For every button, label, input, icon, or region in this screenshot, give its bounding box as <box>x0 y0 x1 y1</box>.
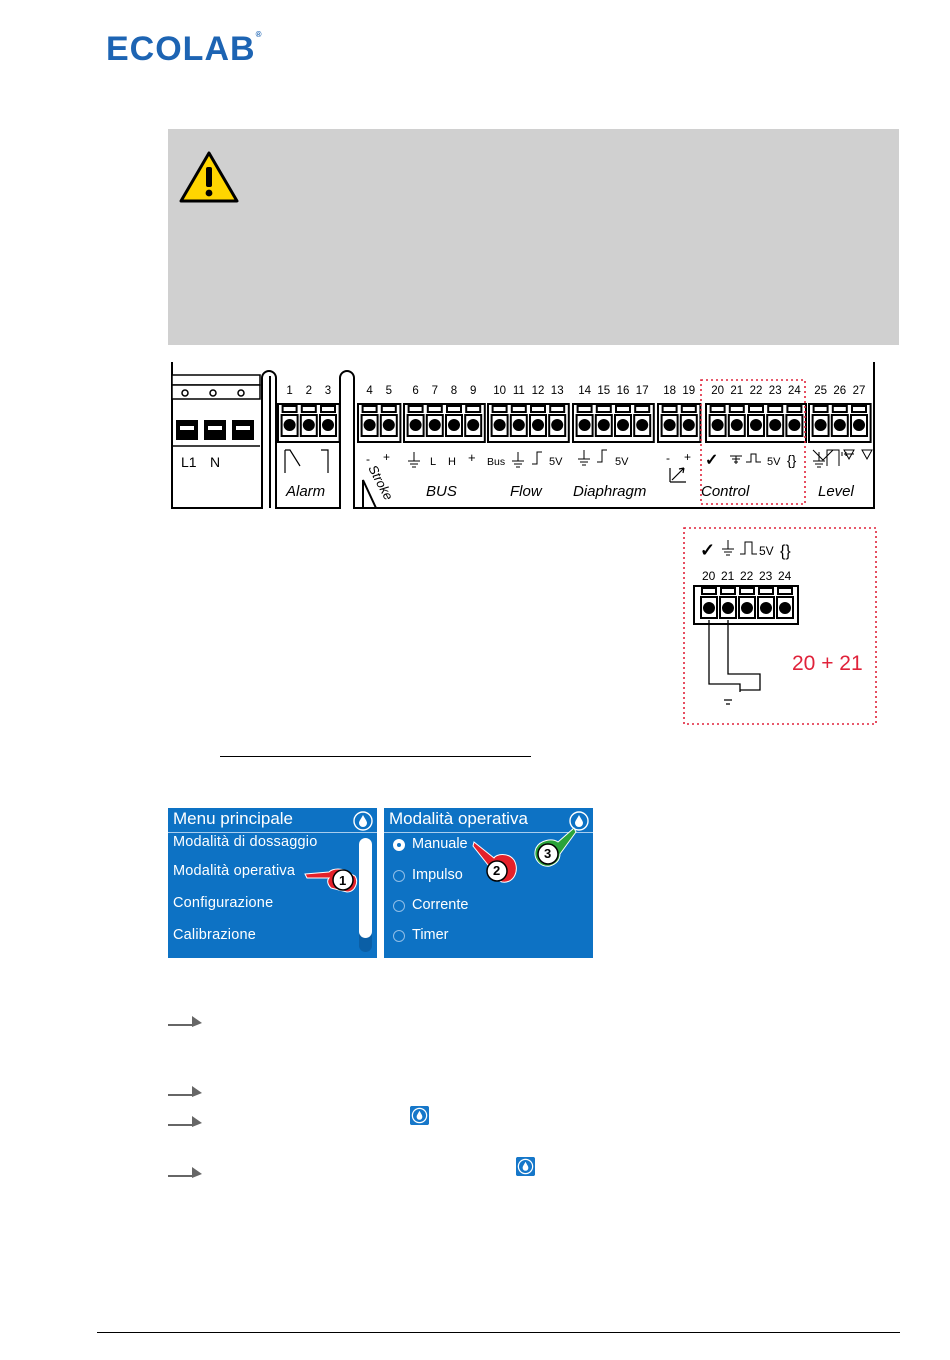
terminal-screw <box>780 603 790 613</box>
terminal-tab <box>428 406 442 412</box>
terminal-number: 11 <box>512 385 525 397</box>
terminal-screw <box>552 420 562 430</box>
terminal-screw <box>789 420 799 430</box>
terminal-screw <box>285 420 295 430</box>
terminal-screw <box>665 420 675 430</box>
terminal-number: 27 <box>852 385 866 397</box>
terminal-number: 6 <box>412 385 419 397</box>
screen-operating-mode <box>384 808 593 958</box>
label-n: N <box>210 454 221 470</box>
terminal-tab <box>409 406 423 412</box>
footer-rule <box>97 1332 900 1333</box>
terminal-tab <box>702 588 716 594</box>
home-drop-icon[interactable] <box>353 811 373 831</box>
terminal-screw <box>761 603 771 613</box>
terminal-screw <box>637 420 647 430</box>
underline-rule <box>220 756 531 757</box>
control-check: ✓ <box>705 452 719 469</box>
home-drop-icon <box>410 1106 429 1125</box>
terminal-number: 12 <box>531 385 545 397</box>
terminal-number: 19 <box>682 385 696 397</box>
terminal-number: 23 <box>768 385 782 397</box>
detail-num-24: 24 <box>778 569 792 583</box>
terminal-screw <box>713 420 723 430</box>
callout-1: 1 <box>339 873 347 888</box>
bus-h: H <box>448 456 456 468</box>
terminal-tab <box>512 406 526 412</box>
terminal-screw <box>723 603 733 613</box>
step-arrow-icon <box>168 1012 204 1028</box>
terminal-number: 22 <box>749 385 763 397</box>
option-pulse-label[interactable]: Impulso <box>412 867 463 883</box>
step-arrow-icon <box>168 1112 204 1128</box>
title-divider <box>168 832 377 833</box>
terminal-tab <box>493 406 507 412</box>
terminal-number: 18 <box>663 385 676 397</box>
terminal-tab <box>768 406 782 412</box>
terminal-screw <box>365 420 375 430</box>
option-manual-label[interactable]: Manuale <box>412 836 468 852</box>
terminal-number: 9 <box>469 385 477 397</box>
bus-plus: + <box>468 450 476 465</box>
terminal-tab <box>597 406 611 412</box>
terminal-screw <box>411 420 421 430</box>
home-drop-icon <box>516 1157 535 1176</box>
terminal-diagram <box>168 358 878 510</box>
screen-main-menu <box>168 808 377 958</box>
detail-braces: {} <box>780 543 791 560</box>
detail-check: ✓ <box>700 540 716 560</box>
terminal-screw <box>468 420 478 430</box>
terminal-tab <box>721 588 735 594</box>
terminal-number: 20 <box>711 385 724 397</box>
menu-item-configuration[interactable]: Configurazione <box>173 895 274 911</box>
label-control: Control <box>701 483 750 500</box>
diaphragm-5v: 5V <box>615 456 629 468</box>
label-alarm: Alarm <box>286 483 326 500</box>
terminal-screw <box>732 420 742 430</box>
terminal-screw <box>495 420 505 430</box>
terminal-tab <box>447 406 461 412</box>
label-stroke: Stroke <box>365 462 397 503</box>
terminal-tab <box>778 588 792 594</box>
control-braces: {} <box>787 452 797 468</box>
terminal-screw <box>580 420 590 430</box>
option-current-label[interactable]: Corrente <box>412 897 469 913</box>
terminal-tab <box>730 406 744 412</box>
terminal-tab <box>466 406 480 412</box>
terminal-screw <box>618 420 628 430</box>
terminal-number: 16 <box>616 385 630 397</box>
terminal-tab <box>321 406 335 412</box>
stroke-plus: + <box>383 450 391 464</box>
terminal-tab <box>550 406 564 412</box>
terminal-tab <box>616 406 630 412</box>
bus-l: L <box>430 456 437 468</box>
terminal-screw <box>533 420 543 430</box>
detail-num-21: 21 <box>721 569 735 583</box>
detail-num-23: 23 <box>759 569 773 583</box>
terminal-screw <box>816 420 826 430</box>
label-diaphragm: Diaphragm <box>573 483 647 500</box>
control-5v: 5V <box>767 456 781 468</box>
terminal-screw <box>599 420 609 430</box>
step-arrow-icon <box>168 1163 204 1179</box>
detail-num-22: 22 <box>740 569 754 583</box>
terminal-tab <box>531 406 545 412</box>
n18-minus: - <box>666 451 670 465</box>
n19-plus: + <box>684 450 692 464</box>
screen-operating-mode-title: Modalità operativa <box>389 809 528 828</box>
terminal-tab <box>382 406 396 412</box>
label-level: Level <box>818 483 854 500</box>
ecolab-logo: ECOLAB® <box>106 30 263 68</box>
terminal-number: 15 <box>597 385 611 397</box>
terminal-number: 3 <box>324 385 332 397</box>
terminal-number: 13 <box>550 385 564 397</box>
terminal-screw <box>704 603 714 613</box>
terminal-screw <box>430 420 440 430</box>
terminal-tab <box>749 406 763 412</box>
terminal-number: 1 <box>286 385 293 397</box>
flow-bus: Bus <box>487 456 506 468</box>
terminal-screw <box>449 420 459 430</box>
terminal-screw <box>770 420 780 430</box>
terminal-number: 21 <box>730 385 744 397</box>
terminal-tab <box>711 406 725 412</box>
terminal-number: 25 <box>814 385 827 397</box>
menu-item-dosing-mode[interactable]: Modalità di dossaggio <box>173 834 318 850</box>
terminal-screw <box>684 420 694 430</box>
radio-pulse[interactable] <box>393 870 405 882</box>
radio-current[interactable] <box>393 900 405 912</box>
terminal-number: 5 <box>385 385 393 397</box>
terminal-screw <box>751 420 761 430</box>
terminal-screw <box>514 420 524 430</box>
terminal-tab <box>814 406 828 412</box>
terminal-tab <box>682 406 696 412</box>
terminal-number: 4 <box>366 385 373 397</box>
terminal-number: 2 <box>305 385 313 397</box>
radio-manual[interactable] <box>393 839 405 851</box>
radio-timer[interactable] <box>393 930 405 942</box>
screen-main-menu-title: Menu principale <box>173 809 294 828</box>
terminal-screw <box>384 420 394 430</box>
terminal-number: 17 <box>635 385 649 397</box>
terminal-screw <box>835 420 845 430</box>
terminal-tab <box>833 406 847 412</box>
label-l1: L1 <box>181 454 197 470</box>
step-arrow-icon <box>168 1082 204 1098</box>
warning-triangle-icon <box>178 150 240 204</box>
label-flow: Flow <box>510 483 542 500</box>
terminal-number: 8 <box>450 385 458 397</box>
terminal-tab <box>852 406 866 412</box>
terminal-screw <box>742 603 752 613</box>
terminal-number: 24 <box>788 385 801 397</box>
callout-2: 2 <box>493 863 501 878</box>
control-detail-diagram <box>680 524 880 728</box>
terminal-screw <box>304 420 314 430</box>
terminal-tab <box>363 406 377 412</box>
terminal-number: 10 <box>493 385 506 397</box>
terminal-tab <box>787 406 801 412</box>
menu-item-calibration[interactable]: Calibrazione <box>173 927 256 943</box>
label-bus: BUS <box>426 483 457 500</box>
terminal-screw <box>323 420 333 430</box>
detail-5v: 5V <box>759 544 774 558</box>
flow-5v: 5V <box>549 456 563 468</box>
terminal-tab <box>578 406 592 412</box>
terminal-tab <box>283 406 297 412</box>
terminal-number: 26 <box>833 385 847 397</box>
hand-pointer-icon <box>530 826 578 870</box>
terminal-tab <box>740 588 754 594</box>
detail-num-20: 20 <box>702 569 716 583</box>
stroke-minus: - <box>366 452 370 466</box>
hand-pointer-icon <box>303 864 363 896</box>
terminal-screw <box>854 420 864 430</box>
menu-item-operating-mode[interactable]: Modalità operativa <box>173 863 296 879</box>
terminal-tab <box>759 588 773 594</box>
option-timer-label[interactable]: Timer <box>412 927 449 943</box>
warning-box <box>168 129 899 345</box>
terminal-tab <box>635 406 649 412</box>
terminal-tab <box>663 406 677 412</box>
terminal-tab <box>302 406 316 412</box>
terminal-number: 14 <box>578 385 591 397</box>
terminal-number: 7 <box>431 385 439 397</box>
callout-3: 3 <box>544 846 552 861</box>
detail-caption: 20 + 21 <box>792 652 863 675</box>
